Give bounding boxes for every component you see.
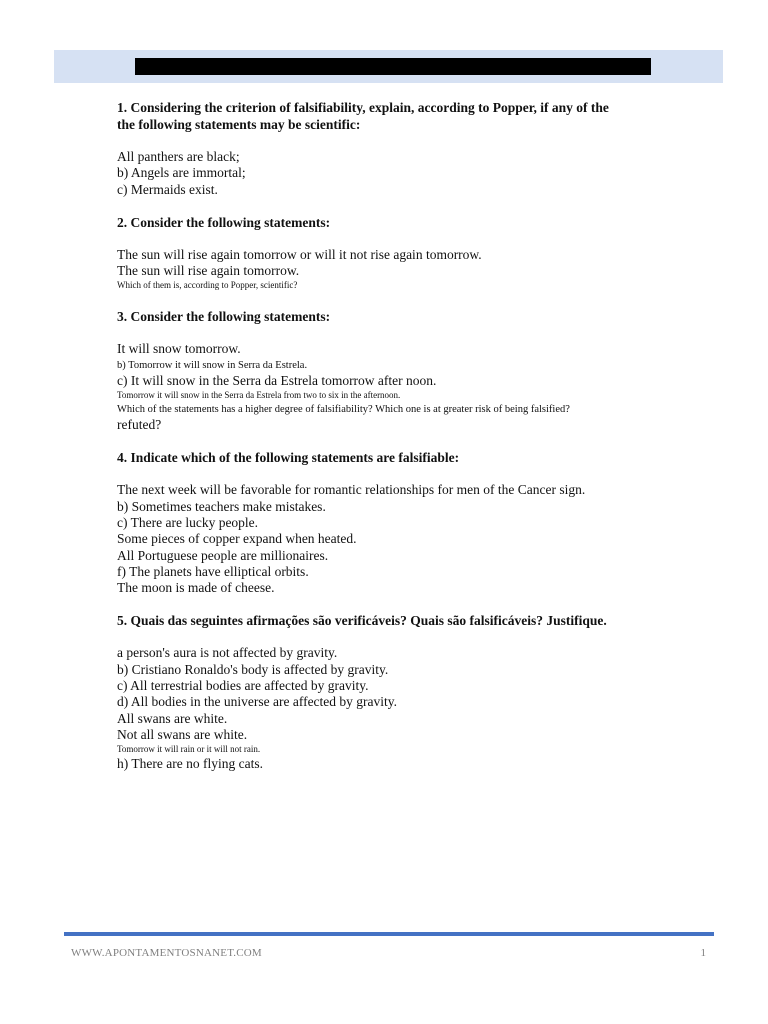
question-3-item: Tomorrow it will snow in the Serra da Estrela from two to six in the afternoon. (117, 390, 401, 401)
question-5-item: Tomorrow it will rain or it will not rain. (117, 744, 261, 755)
question-4-item: Some pieces of copper expand when heated. (117, 531, 357, 547)
header-band (54, 50, 723, 83)
question-3-item: b) Tomorrow it will snow in Serra da Estrela. (117, 359, 308, 371)
question-5-item: h) There are no flying cats. (117, 756, 263, 772)
worksheet-content (117, 99, 637, 773)
question-2-heading: 2. Consider the following statements: (117, 214, 331, 230)
redacted-title-bar (135, 58, 651, 75)
question-4-heading: 4. Indicate which of the following statements are falsifiable: (117, 450, 460, 466)
question-4-item: f) The planets have elliptical orbits. (117, 563, 309, 579)
question-4-item: The moon is made of cheese. (117, 580, 275, 596)
question-1-heading-line-2: the following statements may be scientific: (117, 117, 361, 132)
question-5-heading: 5. Quais das seguintes afirmações são verificáveis? Quais são falsificáveis? Justifique. (117, 613, 607, 629)
question-5-item: Not all swans are white. (117, 726, 248, 742)
question-1-item: c) Mermaids exist. (117, 181, 218, 197)
question-4-item: All Portuguese people are millionaires. (117, 547, 329, 563)
question-2-prompt: Which of them is, according to Popper, scientific? (117, 280, 298, 291)
footer-website: WWW.APONTAMENTOSNANET.COM (71, 947, 262, 959)
question-3-prompt: Which of the statements has a higher degree of falsifiability? Which one is at greater risk of being falsified? (117, 404, 570, 416)
question-2-item: The sun will rise again tomorrow. (117, 263, 300, 279)
question-5-item: All swans are white. (117, 710, 228, 726)
question-2-item: The sun will rise again tomorrow or will it not rise again tomorrow. (117, 246, 482, 262)
question-5-item: c) All terrestrial bodies are affected by gravity. (117, 678, 369, 694)
question-4-item: b) Sometimes teachers make mistakes. (117, 498, 326, 514)
question-3-heading: 3. Consider the following statements: (117, 309, 331, 325)
question-5-item: b) Cristiano Ronaldo's body is affected by gravity. (117, 661, 389, 677)
question-1-item: b) Angels are immortal; (117, 165, 246, 181)
question-3-item: It will snow tomorrow. (117, 341, 241, 357)
question-4-item: c) There are lucky people. (117, 514, 259, 530)
question-1-heading-line-1: 1. Considering the criterion of falsifiability, explain, according to Popper, if any of the (117, 100, 609, 115)
footer-rule (64, 932, 714, 936)
question-3-item: c) It will snow in the Serra da Estrela tomorrow after noon. (117, 372, 437, 388)
question-4-item: The next week will be favorable for romantic relationships for men of the Cancer sign. (117, 482, 586, 498)
page-number: 1 (700, 947, 706, 959)
question-3-prompt-continued: refuted? (117, 417, 162, 433)
question-5-item: d) All bodies in the universe are affected by gravity. (117, 694, 398, 710)
question-1-item: All panthers are black; (117, 149, 240, 164)
question-5-item: a person's aura is not affected by gravity. (117, 645, 338, 661)
